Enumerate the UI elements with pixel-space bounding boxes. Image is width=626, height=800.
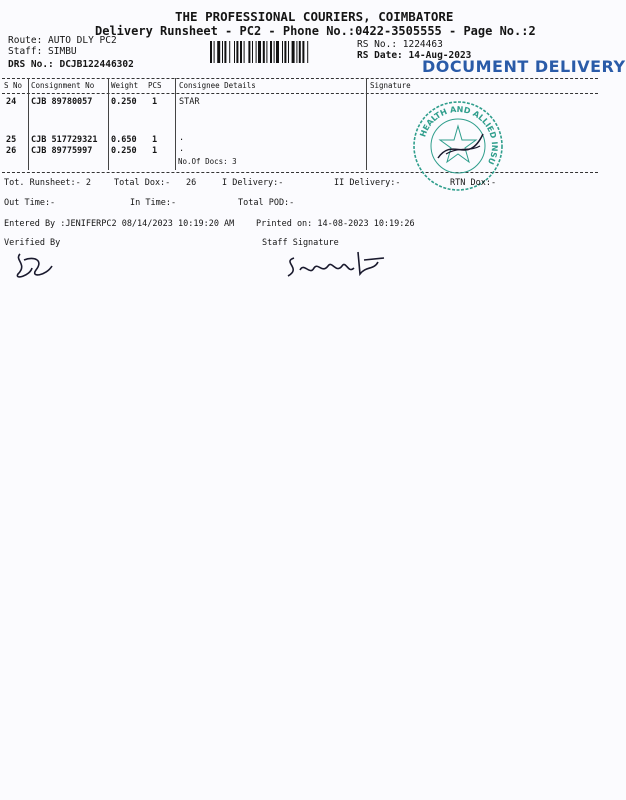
total-dox-label: Total Dox:- xyxy=(114,178,171,188)
document-delivery-stamp: DOCUMENT DELIVERY xyxy=(422,57,626,76)
total-runsheet: Tot. Runsheet:- 2 xyxy=(4,178,91,188)
row-consignment: CJB 517729321 xyxy=(31,135,98,145)
staff-signature-label: Staff Signature xyxy=(262,238,339,248)
barcode xyxy=(210,41,338,63)
row-weight: 0.650 xyxy=(111,135,137,145)
row-consignment: CJB 89780057 xyxy=(31,97,93,107)
col-divider-2 xyxy=(108,78,109,170)
rs-number: RS No.: 1224463 xyxy=(357,39,443,50)
col-header-sno: S No xyxy=(4,81,23,90)
row-weight: 0.250 xyxy=(111,97,137,107)
total-dox-value: 26 xyxy=(186,178,197,188)
rs-date: RS Date: 14-Aug-2023 xyxy=(357,50,472,61)
col-header-pcs: PCS xyxy=(148,81,162,90)
runsheet-subtitle: Delivery Runsheet - PC2 - Phone No.:0422-3505555 - Page No.:2 xyxy=(95,24,536,38)
drs-number: DRS No.: DCJB122446302 xyxy=(8,59,134,70)
out-time: Out Time:- xyxy=(4,198,56,208)
i-delivery: I Delivery:- xyxy=(222,178,284,188)
col-divider-1 xyxy=(28,78,29,170)
col-header-signature: Signature xyxy=(370,81,411,90)
company-title: THE PROFESSIONAL COURIERS, COIMBATORE xyxy=(175,9,454,24)
staff-signature xyxy=(280,248,400,288)
verifier-signature xyxy=(10,246,60,286)
printed-on: Printed on: 14-08-2023 10:19:26 xyxy=(256,219,415,229)
entered-by: Entered By :JENIFERPC2 08/14/2023 10:19:20 AM xyxy=(4,219,235,229)
col-header-consignee: Consignee Details xyxy=(179,81,256,90)
row-sno: 25 xyxy=(6,135,17,145)
table-bottom-rule xyxy=(2,172,598,173)
no-of-docs: No.Of Docs: 3 xyxy=(178,157,237,166)
route-label: Route: AUTO DLY PC2 xyxy=(8,35,117,46)
row-sno: 26 xyxy=(6,146,17,156)
rtn-dox: RTN Dox:- xyxy=(450,178,497,188)
row-consignment: CJB 89775997 xyxy=(31,146,93,156)
row-consignee: STAR xyxy=(179,97,200,107)
table-header-rule xyxy=(2,93,598,94)
row-sno: 24 xyxy=(6,97,17,107)
row-consignee: . xyxy=(179,144,185,154)
ii-delivery: II Delivery:- xyxy=(334,178,401,188)
row-pcs: 1 xyxy=(152,135,158,145)
svg-text:HEALTH AND ALLIED INSU xyxy=(418,105,499,166)
row-pcs: 1 xyxy=(152,97,158,107)
col-divider-4 xyxy=(366,78,367,170)
total-pod: Total POD:- xyxy=(238,198,295,208)
row-consignee: . xyxy=(179,133,185,143)
row-pcs: 1 xyxy=(152,146,158,156)
table-top-rule xyxy=(2,78,598,79)
seal-text: HEALTH AND ALLIED INSU xyxy=(418,104,500,166)
verified-by: Verified By xyxy=(4,238,61,248)
col-divider-3 xyxy=(175,78,176,170)
col-header-weight: Weight xyxy=(111,81,139,90)
staff-label: Staff: SIMBU xyxy=(8,46,77,57)
row-weight: 0.250 xyxy=(111,146,137,156)
col-header-consignment: Consignment No xyxy=(31,81,95,90)
in-time: In Time:- xyxy=(130,198,177,208)
